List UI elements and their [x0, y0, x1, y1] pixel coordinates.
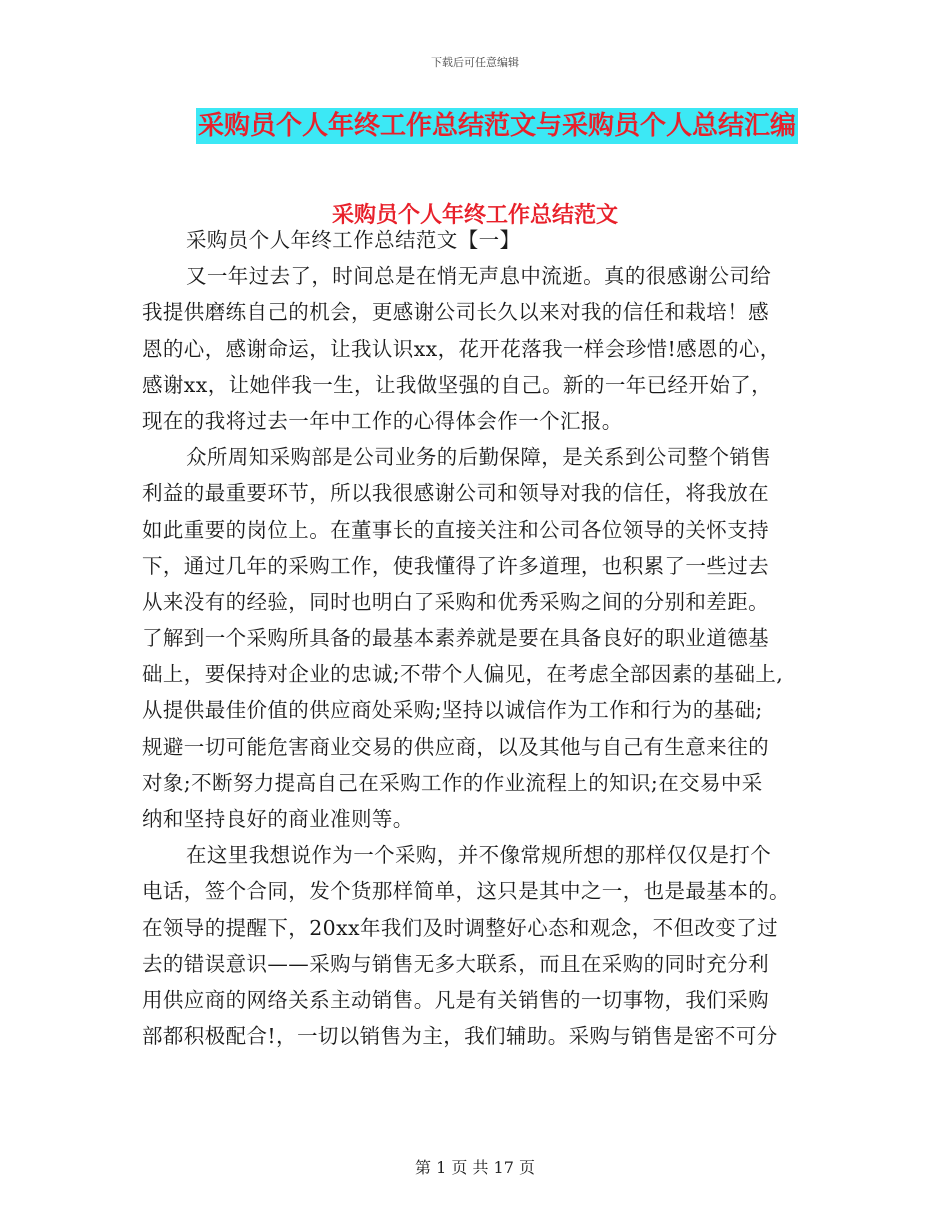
body-line: 用供应商的网络关系主动销售。凡是有关销售的一切事物，我们采购 [142, 987, 769, 1012]
body-line: 部都积极配合!，一切以销售为主，我们辅助。采购与销售是密不可分 [142, 1024, 778, 1049]
body-line: 从来没有的经验，同时也明白了采购和优秀采购之间的分别和差距。 [142, 589, 769, 614]
page-footer: 第 1 页 共 17 页 [415, 1158, 535, 1177]
body-line: 从提供最佳价值的供应商处采购;坚持以诚信作为工作和行为的基础; [142, 698, 763, 723]
document-main-title: 采购员个人年终工作总结范文与采购员个人总结汇编 [196, 108, 798, 144]
body-line: 础上，要保持对企业的忠诚;不带个人偏见，在考虑全部因素的基础上, [142, 662, 784, 687]
body-line: 纳和坚持良好的商业准则等。 [142, 807, 414, 831]
body-line: 众所周知采购部是公司业务的后勤保障，是关系到公司整个销售 [186, 445, 772, 470]
body-line: 如此重要的岗位上。在董事长的直接关注和公司各位领导的关怀支持 [142, 517, 769, 542]
body-line: 我提供磨练自己的机会，更感谢公司长久以来对我的信任和栽培！感 [142, 300, 769, 325]
body-line: 在这里我想说作为一个采购，并不像常规所想的那样仅仅是打个 [186, 843, 772, 868]
body-line: 对象;不断努力提高自己在采购工作的作业流程上的知识;在交易中采 [142, 770, 763, 795]
body-line: 规避一切可能危害商业交易的供应商，以及其他与自己有生意来往的 [142, 734, 769, 759]
body-line: 利益的最重要环节，所以我很感谢公司和领导对我的信任，将我放在 [142, 481, 769, 506]
body-line: 在领导的提醒下，20xx年我们及时调整好心态和观念，不但改变了过 [142, 915, 779, 940]
body-line: 去的错误意识——采购与销售无多大联系，而且在采购的同时充分利 [142, 951, 769, 976]
document-body [142, 222, 810, 1054]
header-note: 下载后可任意编辑 [431, 56, 519, 69]
body-line: 又一年过去了，时间总是在悄无声息中流逝。真的很感谢公司给 [186, 264, 772, 289]
body-line: 感谢xx，让她伴我一生，让我做坚强的自己。新的一年已经开始了， [142, 372, 773, 397]
document-sub-title: 采购员个人年终工作总结范文 [331, 203, 618, 228]
body-line: 现在的我将过去一年中工作的心得体会作一个汇报。 [142, 408, 623, 433]
body-line: 恩的心，感谢命运，让我认识xx，花开花落我一样会珍惜!感恩的心， [142, 336, 781, 361]
section-heading: 采购员个人年终工作总结范文【一】 [186, 228, 521, 252]
body-line: 了解到一个采购所具备的最基本素养就是要在具备良好的职业道德基 [142, 626, 769, 651]
body-line: 电话，签个合同，发个货那样简单，这只是其中之一，也是最基本的。 [142, 879, 790, 904]
body-line: 下，通过几年的采购工作，使我懂得了许多道理，也积累了一些过去 [142, 553, 769, 578]
